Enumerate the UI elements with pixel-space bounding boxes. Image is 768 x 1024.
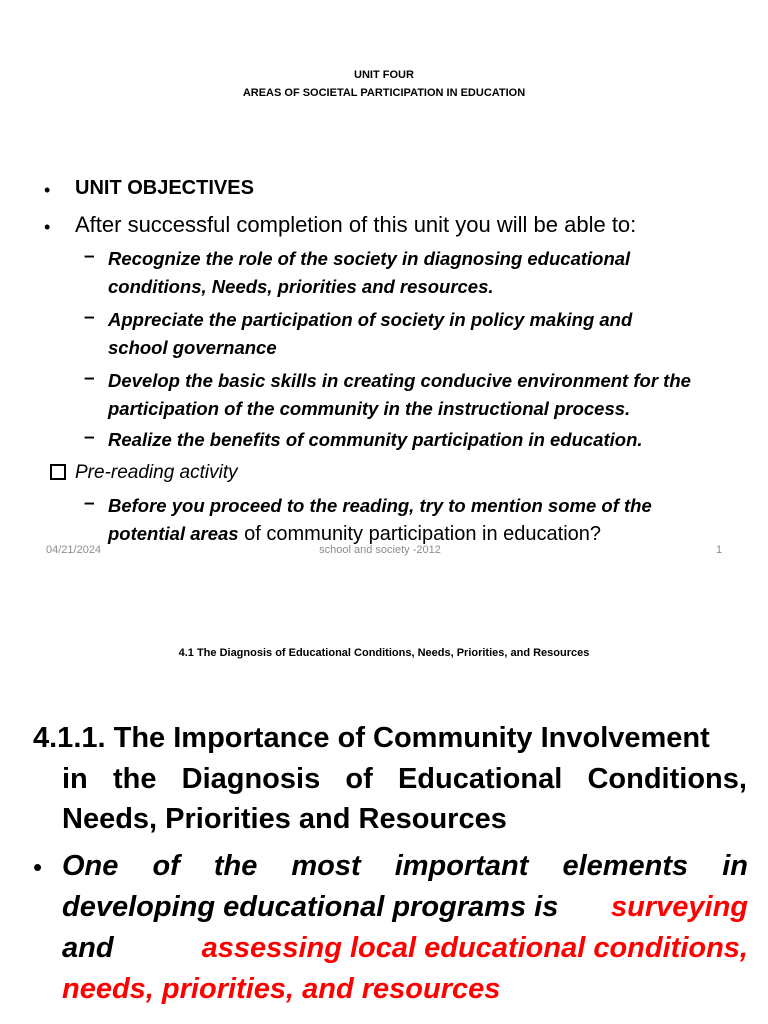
- objective-item: [108, 306, 748, 361]
- heading-line: Needs, Priorities and Resources: [62, 803, 507, 835]
- heading-line: [33, 759, 747, 800]
- prereading-line-rest: of community participation in education?: [238, 522, 601, 545]
- dash-glyph: –: [84, 427, 95, 448]
- unit-title: UNIT FOUR: [354, 69, 414, 81]
- footer-course: school and society -2012: [319, 544, 441, 556]
- heading-word: the: [112, 762, 157, 795]
- unit-subtitle: AREAS OF SOCIETAL PARTICIPATION IN EDUCATION: [242, 87, 526, 99]
- prereading-label: Pre-reading activity: [75, 462, 238, 483]
- body-text: developing educational programs is: [62, 891, 559, 923]
- body-word: most: [291, 850, 361, 882]
- objective-line: Realize the benefits of community participation in education.: [108, 429, 643, 450]
- section-heading: [33, 718, 747, 840]
- footer-date: 04/21/2024: [46, 544, 102, 556]
- heading-word: Conditions,: [587, 762, 747, 795]
- prereading-emphasis: potential areas: [108, 522, 239, 544]
- prereading-item: [108, 492, 748, 548]
- highlight-text: surveying: [611, 891, 748, 923]
- bullet-glyph: •: [44, 180, 51, 200]
- bullet-glyph: •: [33, 852, 43, 882]
- body-line: [62, 846, 748, 887]
- objective-item: [108, 426, 748, 454]
- objective-item: [108, 367, 748, 422]
- heading-line: 4.1.1. The Importance of Community Involvement: [33, 722, 710, 754]
- heading-word: in: [62, 762, 88, 795]
- highlight-text: assessing local educational conditions,: [201, 932, 748, 964]
- section-header: 4.1 The Diagnosis of Educational Conditions, Needs, Priorities, and Resources: [178, 647, 590, 659]
- dash-glyph: –: [84, 246, 95, 267]
- heading-word: of: [345, 762, 373, 795]
- body-word: of: [152, 850, 180, 882]
- objective-line: Appreciate the participation of society in policy making and: [108, 309, 633, 330]
- objectives-heading: UNIT OBJECTIVES: [75, 177, 254, 199]
- dash-glyph: –: [84, 307, 95, 328]
- body-word: important: [394, 850, 529, 882]
- checkbox-bullet-icon: [50, 464, 66, 480]
- body-line: [62, 887, 748, 928]
- footer-page-number: 1: [716, 544, 723, 556]
- highlight-text: needs, priorities, and resources: [62, 973, 501, 1005]
- body-word: One: [62, 850, 119, 882]
- slide-section-4-1: [0, 580, 768, 1024]
- body-text: and: [62, 932, 114, 964]
- objective-line: Recognize the role of the society in diagnosing educational: [108, 248, 631, 269]
- objectives-intro: After successful completion of this unit you will be able to:: [75, 212, 637, 237]
- body-word: in: [722, 850, 748, 882]
- dash-glyph: –: [84, 368, 95, 389]
- body-word: the: [213, 850, 258, 882]
- body-line: [62, 969, 748, 1010]
- objective-line: conditions, Needs, priorities and resources.: [108, 275, 494, 297]
- heading-word: Educational: [397, 762, 563, 795]
- bullet-glyph: •: [44, 217, 51, 237]
- objective-item: [108, 245, 748, 300]
- prereading-line: Before you proceed to the reading, try to mention some of the: [108, 495, 652, 516]
- heading-word: Diagnosis: [181, 762, 321, 795]
- objective-line: school governance: [108, 336, 277, 358]
- dash-glyph: –: [84, 493, 95, 514]
- objective-line: participation of the community in the instructional process.: [108, 397, 631, 419]
- body-paragraph: [62, 846, 748, 1010]
- body-word: elements: [562, 850, 689, 882]
- body-line: [62, 928, 748, 969]
- objective-line: Develop the basic skills in creating conducive environment for the: [108, 370, 691, 391]
